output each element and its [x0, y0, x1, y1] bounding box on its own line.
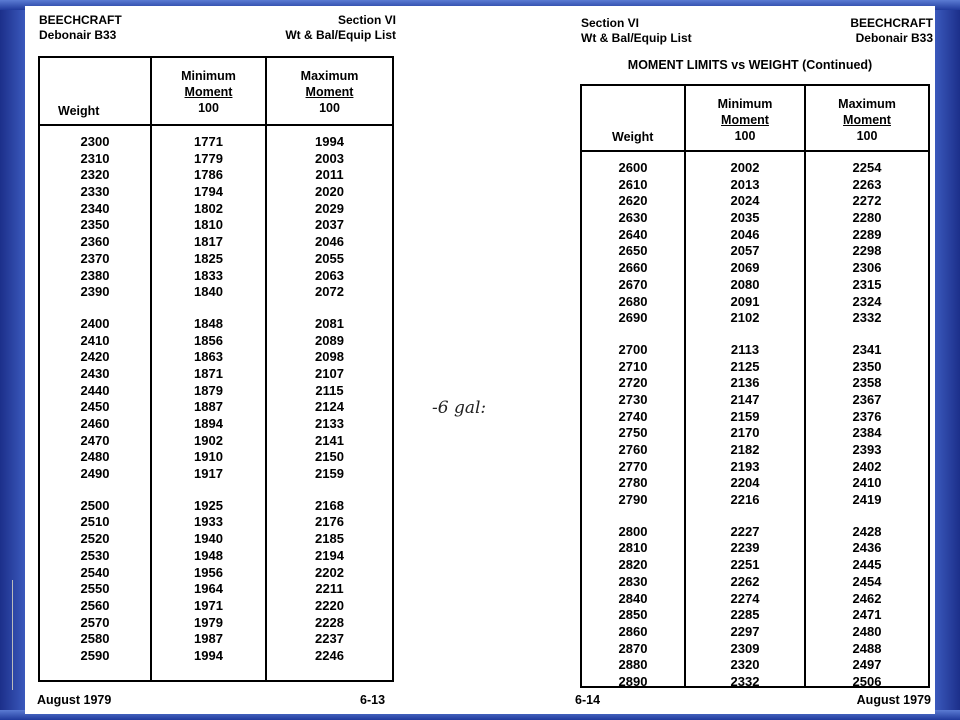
- left-header-list: Wt & Bal/Equip List: [285, 28, 396, 42]
- left-min-divisor: 100: [198, 101, 219, 115]
- left-weight-cell: 2530: [80, 547, 110, 563]
- right-weight-cell: 2700: [618, 341, 648, 357]
- left-min-cell: 1940: [194, 531, 223, 547]
- left-max-cell: 2089: [315, 332, 344, 348]
- left-min-cell: 1810: [194, 217, 223, 233]
- left-weight-cell: 2420: [80, 349, 110, 365]
- right-weight-cell: 2890: [618, 673, 648, 689]
- left-max-label: Maximum: [300, 69, 359, 83]
- left-weight-cell: 2550: [80, 581, 110, 597]
- right-footer-date: August 1979: [856, 693, 931, 707]
- right-weight-cell: 2740: [618, 408, 648, 424]
- right-weight-cell: 2770: [618, 458, 648, 474]
- left-weight-cell: 2410: [80, 332, 110, 348]
- right-max-cell: 2332: [852, 310, 882, 326]
- right-header-right: [850, 16, 933, 46]
- left-weight-cell: 2360: [80, 234, 110, 250]
- right-max-cell: 2263: [852, 176, 882, 192]
- left-min-cell: 1825: [194, 250, 223, 266]
- right-weight-cell: 2730: [618, 391, 648, 407]
- left-max-cell: 2046: [315, 234, 344, 250]
- right-max-cell: 2393: [852, 442, 882, 457]
- left-header-model: Debonair B33: [39, 28, 117, 42]
- left-min-cell: 1848: [194, 315, 223, 331]
- left-min-column: [152, 134, 265, 665]
- left-weight-cell: 2320: [80, 167, 110, 183]
- right-min-cell: 2332: [730, 673, 760, 689]
- left-min-cell: 1956: [194, 564, 223, 580]
- right-min-divisor: 100: [734, 129, 756, 143]
- left-min-moment: Moment: [184, 85, 233, 99]
- right-max-cell: 2471: [852, 607, 882, 623]
- left-min-cell: 1840: [194, 284, 223, 300]
- left-header-section: Section VI: [337, 13, 396, 27]
- center-gap: [410, 6, 555, 714]
- left-max-cell: 2133: [315, 416, 344, 431]
- right-min-cell: 2274: [730, 590, 760, 606]
- right-min-cell: 2251: [730, 557, 760, 573]
- left-max-cell: 2228: [315, 614, 344, 630]
- right-min-cell: 2159: [730, 408, 760, 424]
- right-weight-cell: 2710: [618, 358, 648, 374]
- right-col-weight-header: Weight: [612, 130, 654, 144]
- left-weight-cell: 2580: [80, 631, 110, 647]
- right-weight-cell: 2660: [618, 260, 648, 276]
- right-weight-cell: 2630: [618, 210, 648, 226]
- right-min-moment: Moment: [721, 113, 769, 127]
- left-max-cell: 2011: [315, 167, 344, 183]
- right-min-cell: 2080: [730, 276, 760, 292]
- right-min-cell: 2113: [730, 341, 760, 357]
- right-max-cell: 2298: [852, 243, 882, 259]
- right-max-cell: 2506: [852, 673, 882, 689]
- right-header-model: Debonair B33: [855, 31, 933, 45]
- right-weight-cell: 2680: [618, 293, 648, 309]
- left-max-cell: 1994: [315, 134, 344, 149]
- right-max-cell: 2376: [852, 408, 882, 424]
- left-weight-cell: 2300: [80, 134, 110, 149]
- right-max-cell: 2454: [852, 573, 882, 589]
- right-weight-cell: 2810: [618, 540, 648, 556]
- right-min-cell: 2091: [730, 293, 760, 309]
- left-max-cell: 2211: [315, 581, 344, 597]
- left-max-cell: 2055: [315, 250, 344, 266]
- left-min-cell: 1863: [194, 349, 223, 365]
- right-footer-page: 6-14: [575, 693, 601, 707]
- left-min-cell: 1964: [194, 581, 223, 597]
- right-weight-cell: 2720: [618, 375, 648, 391]
- right-min-cell: 2204: [730, 475, 760, 491]
- left-weight-cell: 2330: [80, 184, 110, 200]
- left-weight-cell: 2560: [80, 597, 110, 613]
- left-weight-cell: 2310: [80, 150, 110, 166]
- left-min-cell: 1979: [194, 614, 223, 630]
- left-col-weight-header: Weight: [58, 104, 100, 118]
- right-max-cell: 2480: [852, 623, 882, 639]
- right-max-label: Maximum: [838, 97, 896, 111]
- left-max-cell: 2185: [315, 531, 344, 547]
- right-max-cell: 2402: [852, 458, 882, 474]
- right-col-max-header: [806, 96, 928, 144]
- right-weight-cell: 2650: [618, 243, 648, 259]
- right-weight-cell: 2640: [618, 226, 648, 242]
- right-min-label: Minimum: [717, 97, 773, 111]
- left-max-cell: 2220: [315, 597, 344, 613]
- right-weight-cell: 2690: [618, 310, 648, 326]
- right-weight-cell: 2760: [618, 442, 648, 457]
- right-weight-cell: 2850: [618, 607, 648, 623]
- right-weight-column: [582, 160, 684, 691]
- right-min-cell: 2320: [730, 657, 760, 673]
- left-min-cell: 1887: [194, 399, 223, 415]
- left-header-left: [39, 13, 122, 43]
- right-weight-cell: 2790: [618, 492, 648, 508]
- right-max-cell: 2497: [852, 657, 882, 673]
- right-header-brand: BEECHCRAFT: [850, 16, 933, 30]
- right-max-cell: 2324: [852, 293, 882, 309]
- right-min-cell: 2297: [730, 623, 760, 639]
- right-min-cell: 2136: [730, 375, 760, 391]
- right-max-cell: 2410: [852, 475, 882, 491]
- right-max-cell: 2280: [852, 210, 882, 226]
- left-max-cell: 2159: [315, 466, 344, 482]
- right-min-cell: 2309: [730, 640, 760, 656]
- left-max-cell: 2124: [315, 399, 344, 415]
- left-footer-page: 6-13: [360, 693, 386, 707]
- right-min-cell: 2046: [730, 226, 760, 242]
- left-max-moment: Moment: [305, 85, 354, 99]
- right-min-cell: 2102: [730, 310, 760, 326]
- left-weight-cell: 2570: [80, 614, 110, 630]
- left-min-cell: 1910: [194, 449, 223, 465]
- left-min-cell: 1994: [194, 647, 223, 663]
- left-min-cell: 1879: [194, 382, 223, 398]
- left-max-cell: 2072: [315, 284, 344, 300]
- left-min-cell: 1779: [194, 150, 223, 166]
- left-min-cell: 1833: [194, 267, 223, 283]
- right-weight-cell: 2750: [618, 425, 648, 441]
- left-weight-column: [40, 134, 150, 665]
- right-min-cell: 2147: [730, 391, 760, 407]
- right-header-section: Section VI: [581, 16, 640, 30]
- left-weight-cell: 2590: [80, 647, 110, 663]
- left-min-cell: 1786: [194, 167, 223, 183]
- right-weight-cell: 2820: [618, 557, 648, 573]
- right-max-column: [806, 160, 928, 691]
- handwritten-note: -6 gal:: [432, 398, 487, 418]
- left-weight-cell: 2430: [80, 365, 110, 381]
- right-weight-cell: 2840: [618, 590, 648, 606]
- right-max-cell: 2419: [852, 492, 882, 508]
- right-max-cell: 2341: [852, 341, 882, 357]
- left-max-cell: 2115: [315, 382, 344, 398]
- left-weight-cell: 2350: [80, 217, 110, 233]
- right-min-cell: 2193: [730, 458, 760, 474]
- right-max-cell: 2254: [852, 160, 882, 175]
- right-min-cell: 2125: [730, 358, 760, 374]
- left-weight-cell: 2380: [80, 267, 110, 283]
- left-max-cell: 2029: [315, 200, 344, 216]
- left-table-header-rule: [40, 124, 392, 126]
- left-max-divisor: 100: [319, 101, 340, 115]
- right-min-cell: 2182: [730, 442, 760, 457]
- left-max-cell: 2141: [315, 432, 344, 448]
- left-header-brand: BEECHCRAFT: [39, 13, 122, 27]
- left-weight-cell: 2540: [80, 564, 110, 580]
- right-weight-cell: 2670: [618, 276, 648, 292]
- right-header-left: [581, 16, 692, 46]
- right-max-cell: 2445: [852, 557, 882, 573]
- left-max-cell: 2176: [315, 514, 344, 530]
- right-max-cell: 2358: [852, 375, 882, 391]
- left-min-cell: 1917: [194, 466, 223, 482]
- right-min-cell: 2069: [730, 260, 760, 276]
- left-max-cell: 2202: [315, 564, 344, 580]
- right-weight-cell: 2610: [618, 176, 648, 192]
- right-min-cell: 2216: [730, 492, 760, 508]
- left-min-cell: 1802: [194, 200, 223, 216]
- right-max-cell: 2289: [852, 226, 882, 242]
- left-moment-table: [38, 56, 394, 682]
- right-max-cell: 2488: [852, 640, 882, 656]
- right-max-divisor: 100: [856, 129, 878, 143]
- left-weight-cell: 2460: [80, 416, 110, 431]
- left-max-cell: 2037: [315, 217, 344, 233]
- left-max-cell: 2098: [315, 349, 344, 365]
- right-min-cell: 2024: [730, 193, 760, 209]
- left-max-cell: 2003: [315, 150, 344, 166]
- right-weight-cell: 2830: [618, 573, 648, 589]
- right-weight-cell: 2800: [618, 523, 648, 539]
- right-min-cell: 2170: [730, 425, 760, 441]
- right-min-column: [686, 160, 804, 691]
- left-footer-date: August 1979: [37, 693, 112, 707]
- left-max-column: [267, 134, 392, 665]
- right-weight-cell: 2860: [618, 623, 648, 639]
- right-page: [555, 6, 935, 714]
- left-max-cell: 2063: [315, 267, 344, 283]
- right-max-cell: 2350: [852, 358, 882, 374]
- right-max-cell: 2272: [852, 193, 882, 209]
- left-min-cell: 1971: [194, 597, 223, 613]
- right-max-cell: 2367: [852, 391, 882, 407]
- right-max-cell: 2306: [852, 260, 882, 276]
- left-col-min-header: [152, 68, 265, 116]
- left-weight-cell: 2400: [80, 315, 110, 331]
- right-min-cell: 2285: [730, 607, 760, 623]
- left-min-cell: 1948: [194, 547, 223, 563]
- left-weight-cell: 2470: [80, 432, 110, 448]
- left-weight-cell: 2440: [80, 382, 110, 398]
- right-weight-cell: 2880: [618, 657, 648, 673]
- right-max-cell: 2384: [852, 425, 882, 441]
- left-min-cell: 1771: [194, 134, 223, 149]
- left-weight-cell: 2510: [80, 514, 110, 530]
- right-weight-cell: 2780: [618, 475, 648, 491]
- right-table-header-rule: [582, 150, 928, 152]
- left-min-cell: 1856: [194, 332, 223, 348]
- left-min-cell: 1987: [194, 631, 223, 647]
- left-min-label: Minimum: [181, 69, 236, 83]
- right-max-cell: 2428: [852, 523, 882, 539]
- left-max-cell: 2237: [315, 631, 344, 647]
- right-max-cell: 2462: [852, 590, 882, 606]
- left-col-max-header: [267, 68, 392, 116]
- left-min-cell: 1871: [194, 365, 223, 381]
- right-weight-cell: 2600: [618, 160, 648, 175]
- right-min-cell: 2227: [730, 523, 760, 539]
- left-max-cell: 2081: [315, 315, 344, 331]
- right-header-list: Wt & Bal/Equip List: [581, 31, 692, 45]
- left-min-cell: 1894: [194, 416, 223, 431]
- left-max-cell: 2194: [315, 547, 344, 563]
- right-min-cell: 2013: [730, 176, 760, 192]
- left-max-cell: 2150: [315, 449, 344, 465]
- right-weight-cell: 2870: [618, 640, 648, 656]
- right-max-cell: 2315: [852, 276, 882, 292]
- left-weight-cell: 2370: [80, 250, 110, 266]
- right-min-cell: 2239: [730, 540, 760, 556]
- left-weight-cell: 2520: [80, 531, 110, 547]
- left-max-cell: 2107: [315, 365, 344, 381]
- right-col-min-header: [686, 96, 804, 144]
- left-weight-cell: 2480: [80, 449, 110, 465]
- left-weight-cell: 2500: [80, 497, 110, 513]
- right-max-cell: 2436: [852, 540, 882, 556]
- right-max-moment: Moment: [843, 113, 891, 127]
- left-weight-cell: 2390: [80, 284, 110, 300]
- right-min-cell: 2035: [730, 210, 760, 226]
- right-table-title: MOMENT LIMITS vs WEIGHT (Continued): [627, 58, 873, 72]
- left-weight-cell: 2340: [80, 200, 110, 216]
- left-min-cell: 1933: [194, 514, 223, 530]
- left-min-cell: 1817: [194, 234, 223, 250]
- right-weight-cell: 2620: [618, 193, 648, 209]
- left-min-cell: 1794: [194, 184, 223, 200]
- left-weight-cell: 2490: [80, 466, 110, 482]
- left-page: [25, 6, 410, 714]
- right-min-cell: 2262: [730, 573, 760, 589]
- left-header-right: [285, 13, 396, 43]
- left-weight-cell: 2450: [80, 399, 110, 415]
- left-max-cell: 2168: [315, 497, 344, 513]
- left-min-cell: 1925: [194, 497, 223, 513]
- left-max-cell: 2020: [315, 184, 344, 200]
- right-min-cell: 2002: [730, 160, 760, 175]
- right-moment-table: [580, 84, 930, 688]
- left-max-cell: 2246: [315, 647, 344, 663]
- right-min-cell: 2057: [730, 243, 760, 259]
- left-min-cell: 1902: [194, 432, 223, 448]
